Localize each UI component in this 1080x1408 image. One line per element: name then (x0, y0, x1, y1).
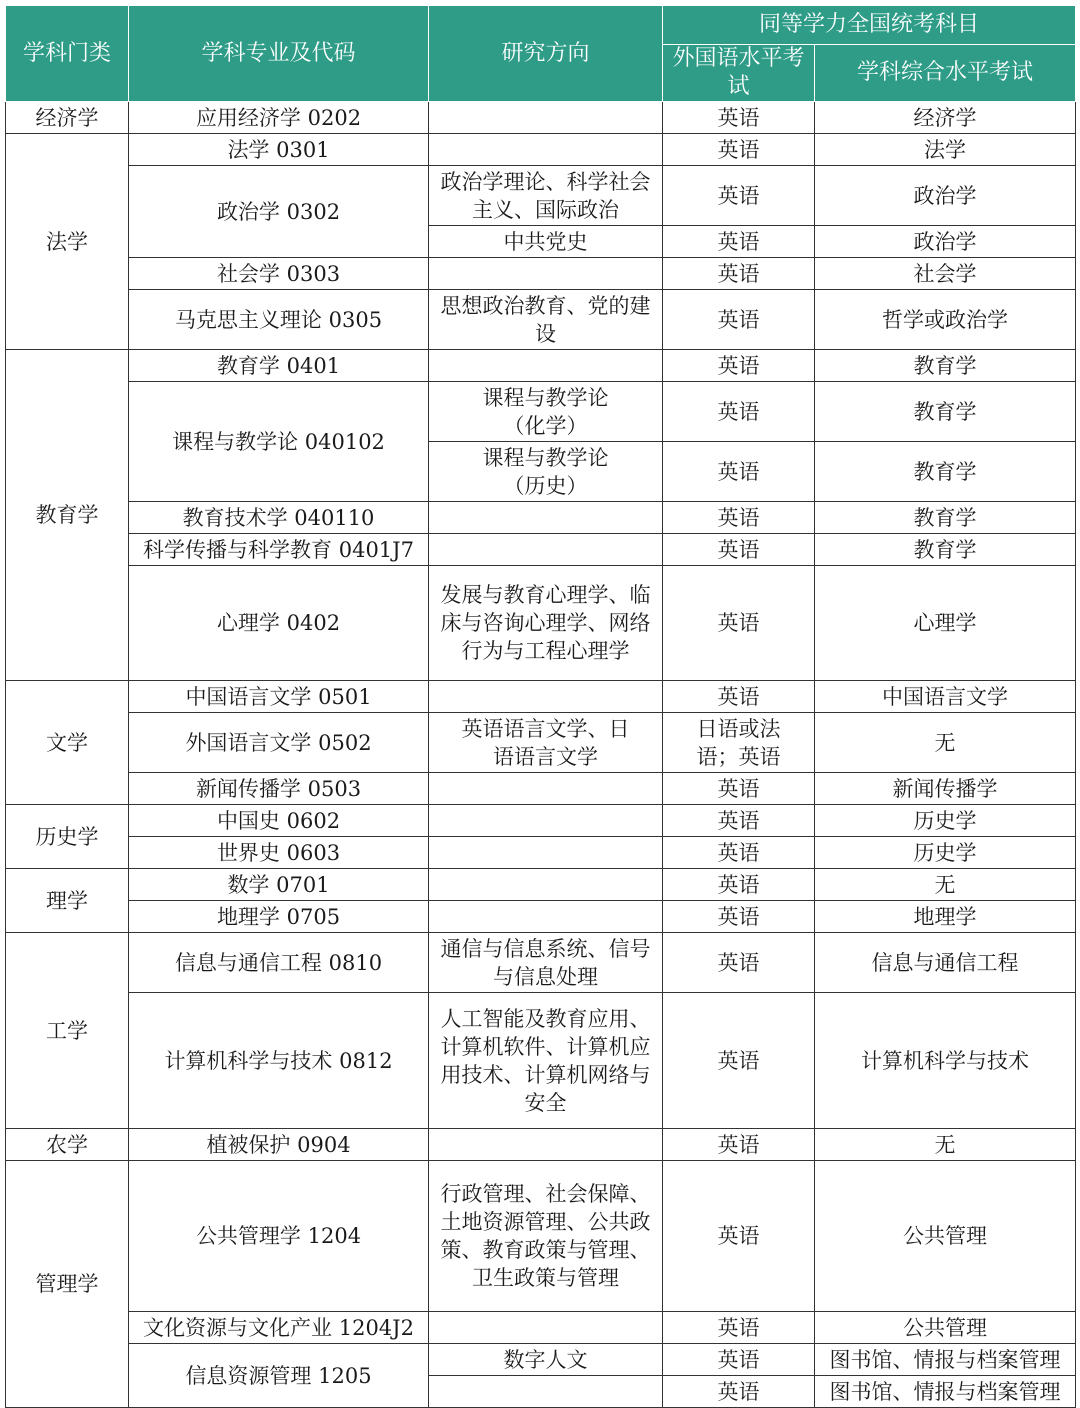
category-cell: 教育学 (6, 350, 129, 681)
major-cell: 中国史 0602 (129, 805, 429, 837)
major-cell: 社会学 0303 (129, 258, 429, 290)
category-cell: 管理学 (6, 1161, 129, 1408)
major-cell: 心理学 0402 (129, 566, 429, 681)
table-row (6, 1161, 1076, 1312)
table-row (6, 993, 1076, 1129)
comprehensive-cell: 公共管理 (815, 1161, 1076, 1312)
table-row (6, 805, 1076, 837)
table-row (6, 258, 1076, 290)
direction-cell: 通信与信息系统、信号与信息处理 (429, 933, 663, 993)
comprehensive-cell: 教育学 (815, 534, 1076, 566)
comprehensive-cell: 计算机科学与技术 (815, 993, 1076, 1129)
header-foreign: 外国语水平考试 (663, 45, 815, 102)
direction-cell: 发展与教育心理学、临床与咨询心理学、网络行为与工程心理学 (429, 566, 663, 681)
direction-cell: 课程与教学论（历史） (429, 442, 663, 502)
comprehensive-cell: 经济学 (815, 102, 1076, 134)
comprehensive-cell: 信息与通信工程 (815, 933, 1076, 993)
table-row (6, 713, 1076, 773)
table-row (6, 1312, 1076, 1344)
table-row (6, 681, 1076, 713)
foreign-cell: 英语 (663, 773, 815, 805)
major-cell: 信息资源管理 1205 (129, 1344, 429, 1408)
foreign-cell: 英语 (663, 1161, 815, 1312)
direction-cell (429, 502, 663, 534)
foreign-cell: 英语 (663, 134, 815, 166)
major-cell: 外国语言文学 0502 (129, 713, 429, 773)
direction-cell: 数字人文 (429, 1344, 663, 1376)
direction-cell (429, 102, 663, 134)
direction-cell: 课程与教学论（化学） (429, 382, 663, 442)
foreign-cell: 英语 (663, 933, 815, 993)
table-row (6, 1344, 1076, 1376)
direction-cell (429, 134, 663, 166)
major-cell: 法学 0301 (129, 134, 429, 166)
foreign-cell: 英语 (663, 442, 815, 502)
major-cell: 文化资源与文化产业 1204J2 (129, 1312, 429, 1344)
header-comprehensive: 学科综合水平考试 (815, 45, 1076, 102)
table-row (6, 290, 1076, 350)
major-cell: 政治学 0302 (129, 166, 429, 258)
table-row (6, 502, 1076, 534)
table-row (6, 382, 1076, 442)
foreign-cell: 英语 (663, 837, 815, 869)
foreign-cell: 英语 (663, 258, 815, 290)
major-cell: 植被保护 0904 (129, 1129, 429, 1161)
direction-cell (429, 773, 663, 805)
header-category: 学科门类 (6, 6, 129, 102)
subject-table (5, 5, 1076, 1408)
comprehensive-cell: 中国语言文学 (815, 681, 1076, 713)
direction-cell (429, 258, 663, 290)
foreign-cell: 英语 (663, 502, 815, 534)
header-exam-group: 同等学力全国统考科目 (663, 6, 1076, 45)
table-row (6, 933, 1076, 993)
category-cell: 农学 (6, 1129, 129, 1161)
direction-cell: 政治学理论、科学社会主义、国际政治 (429, 166, 663, 226)
category-cell: 工学 (6, 933, 129, 1129)
comprehensive-cell: 政治学 (815, 226, 1076, 258)
table-row (6, 134, 1076, 166)
direction-cell (429, 681, 663, 713)
major-cell: 教育学 0401 (129, 350, 429, 382)
category-cell: 法学 (6, 134, 129, 350)
direction-cell (429, 837, 663, 869)
direction-cell (429, 869, 663, 901)
table-row (6, 773, 1076, 805)
comprehensive-cell: 无 (815, 1129, 1076, 1161)
foreign-cell: 英语 (663, 166, 815, 226)
comprehensive-cell: 无 (815, 713, 1076, 773)
foreign-cell: 英语 (663, 226, 815, 258)
direction-cell (429, 1312, 663, 1344)
major-cell: 马克思主义理论 0305 (129, 290, 429, 350)
major-cell: 课程与教学论 040102 (129, 382, 429, 502)
foreign-cell: 英语 (663, 869, 815, 901)
foreign-cell: 英语 (663, 993, 815, 1129)
comprehensive-cell: 地理学 (815, 901, 1076, 933)
direction-cell: 中共党史 (429, 226, 663, 258)
major-cell: 地理学 0705 (129, 901, 429, 933)
comprehensive-cell: 图书馆、情报与档案管理 (815, 1376, 1076, 1408)
comprehensive-cell: 心理学 (815, 566, 1076, 681)
direction-cell (429, 1129, 663, 1161)
table-row (6, 566, 1076, 681)
comprehensive-cell: 教育学 (815, 442, 1076, 502)
direction-cell: 英语语言文学、日语语言文学 (429, 713, 663, 773)
direction-cell (429, 534, 663, 566)
major-cell: 计算机科学与技术 0812 (129, 993, 429, 1129)
header-direction: 研究方向 (429, 6, 663, 102)
major-cell: 新闻传播学 0503 (129, 773, 429, 805)
table-row (6, 166, 1076, 226)
direction-cell (429, 1376, 663, 1408)
comprehensive-cell: 法学 (815, 134, 1076, 166)
major-cell: 公共管理学 1204 (129, 1161, 429, 1312)
foreign-cell: 英语 (663, 350, 815, 382)
major-cell: 教育技术学 040110 (129, 502, 429, 534)
table-row (6, 837, 1076, 869)
table-row (6, 534, 1076, 566)
category-cell: 文学 (6, 681, 129, 805)
table-row (6, 1129, 1076, 1161)
foreign-cell: 英语 (663, 681, 815, 713)
comprehensive-cell: 教育学 (815, 350, 1076, 382)
foreign-cell: 英语 (663, 534, 815, 566)
category-cell: 历史学 (6, 805, 129, 869)
major-cell: 应用经济学 0202 (129, 102, 429, 134)
major-cell: 数学 0701 (129, 869, 429, 901)
header-major: 学科专业及代码 (129, 6, 429, 102)
foreign-cell: 英语 (663, 1312, 815, 1344)
comprehensive-cell: 新闻传播学 (815, 773, 1076, 805)
direction-cell (429, 350, 663, 382)
category-cell: 理学 (6, 869, 129, 933)
comprehensive-cell: 教育学 (815, 382, 1076, 442)
foreign-cell: 英语 (663, 805, 815, 837)
foreign-cell: 英语 (663, 1376, 815, 1408)
major-cell: 信息与通信工程 0810 (129, 933, 429, 993)
major-cell: 科学传播与科学教育 0401J7 (129, 534, 429, 566)
direction-cell: 思想政治教育、党的建设 (429, 290, 663, 350)
comprehensive-cell: 教育学 (815, 502, 1076, 534)
comprehensive-cell: 无 (815, 869, 1076, 901)
foreign-cell: 英语 (663, 566, 815, 681)
major-cell: 世界史 0603 (129, 837, 429, 869)
direction-cell (429, 805, 663, 837)
table-row (6, 901, 1076, 933)
direction-cell (429, 901, 663, 933)
foreign-cell: 英语 (663, 1344, 815, 1376)
table-row (6, 869, 1076, 901)
foreign-cell: 英语 (663, 901, 815, 933)
foreign-cell: 英语 (663, 1129, 815, 1161)
comprehensive-cell: 历史学 (815, 805, 1076, 837)
comprehensive-cell: 政治学 (815, 166, 1076, 226)
comprehensive-cell: 图书馆、情报与档案管理 (815, 1344, 1076, 1376)
comprehensive-cell: 公共管理 (815, 1312, 1076, 1344)
foreign-cell: 英语 (663, 102, 815, 134)
major-cell: 中国语言文学 0501 (129, 681, 429, 713)
comprehensive-cell: 历史学 (815, 837, 1076, 869)
table-row (6, 350, 1076, 382)
foreign-cell: 英语 (663, 382, 815, 442)
foreign-cell: 日语或法语；英语 (663, 713, 815, 773)
direction-cell: 人工智能及教育应用、计算机软件、计算机应用技术、计算机网络与安全 (429, 993, 663, 1129)
foreign-cell: 英语 (663, 290, 815, 350)
category-cell: 经济学 (6, 102, 129, 134)
comprehensive-cell: 社会学 (815, 258, 1076, 290)
table-row (6, 102, 1076, 134)
direction-cell: 行政管理、社会保障、土地资源管理、公共政策、教育政策与管理、卫生政策与管理 (429, 1161, 663, 1312)
comprehensive-cell: 哲学或政治学 (815, 290, 1076, 350)
